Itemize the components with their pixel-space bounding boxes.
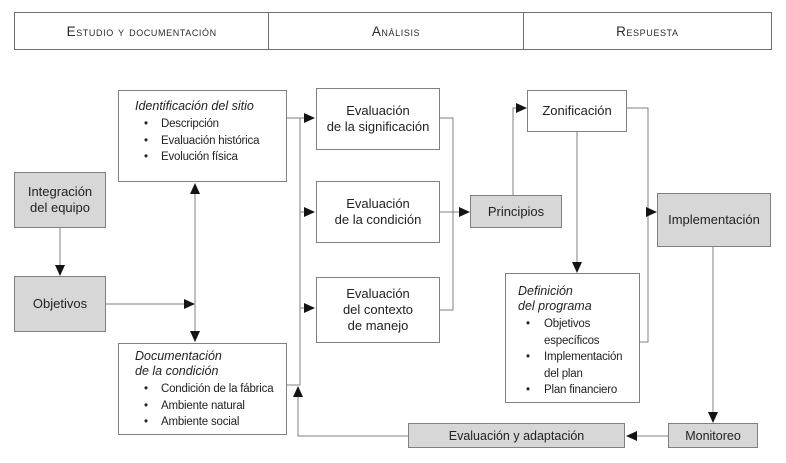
box-evaluacion-de-la-condicion — [316, 181, 440, 243]
box-objetivos — [14, 276, 106, 332]
bullet: • — [526, 384, 530, 396]
list-item: • Descripción — [135, 116, 259, 133]
box-identificacion-del-sitio — [118, 90, 287, 182]
list-item: • Implementación del plan — [518, 349, 635, 382]
bullet: • — [144, 151, 148, 163]
list-item: • Ambiente natural — [135, 398, 273, 415]
phase-label: Respuesta — [616, 23, 679, 39]
phase-analisis — [268, 13, 522, 49]
list-item: • Evaluación histórica — [135, 133, 259, 150]
box-label: de la significación — [326, 119, 430, 134]
box-evaluacion-del-contexto-de-manejo — [316, 277, 440, 343]
box-label: Objetivos — [32, 296, 88, 311]
list-item: • Objetivos específicos — [518, 316, 635, 349]
phase-estudio-y-documentacion — [15, 13, 268, 49]
box-label: Integración — [27, 184, 93, 199]
phase-label: Análisis — [371, 23, 421, 39]
box-evaluacion-de-la-significacion — [316, 88, 440, 150]
box-label: Implementación — [668, 212, 760, 227]
bullet: • — [144, 383, 148, 395]
phase-respuesta — [523, 13, 771, 49]
box-definicion-del-programa — [505, 273, 640, 403]
box-evaluacion-y-adaptacion — [408, 423, 625, 448]
box-label: de la condición — [334, 212, 422, 227]
box-label: del equipo — [30, 200, 90, 215]
arrow-principios-zonificacion — [513, 108, 526, 195]
arrow-feedback-loop — [298, 387, 408, 436]
box-principios — [470, 195, 562, 228]
box-label: Monitoreo — [685, 428, 741, 443]
bullet: • — [144, 416, 148, 428]
box-documentacion-de-la-condicion — [118, 343, 287, 435]
phase-label: Estudio y documentación — [66, 23, 217, 39]
box-implementacion — [657, 193, 771, 247]
box-label: Zonificación — [542, 103, 612, 118]
box-label: Principios — [487, 203, 545, 219]
list-item: • Condición de la fábrica — [135, 381, 273, 398]
box-zonificacion — [527, 90, 627, 132]
box-label: del contexto — [342, 302, 414, 317]
bullet: • — [144, 134, 148, 147]
collector-line-mid — [440, 118, 453, 310]
phase-header — [14, 12, 772, 50]
list-item: • Plan financiero — [518, 382, 635, 399]
box-integracion-del-equipo — [14, 172, 106, 228]
bullet-list — [135, 381, 273, 431]
bullet: • — [144, 399, 148, 412]
bullet: • — [526, 318, 530, 330]
box-label: Evaluación — [346, 286, 410, 301]
box-title: Definición del programa — [518, 284, 592, 313]
box-monitoreo — [668, 423, 758, 448]
bullet: • — [144, 118, 148, 130]
bullet-list — [518, 316, 635, 399]
box-title: Documentación de la condición — [135, 349, 222, 378]
bullet-list — [135, 116, 259, 166]
box-label: Evaluación — [346, 103, 410, 118]
box-title: Identificación del sitio — [135, 99, 254, 113]
bullet: • — [526, 351, 530, 363]
box-label: de manejo — [347, 318, 409, 333]
list-item: • Evolución física — [135, 149, 259, 166]
list-item: • Ambiente social — [135, 414, 273, 431]
box-label: Evaluación — [346, 196, 410, 211]
box-label: Evaluación y adaptación — [448, 428, 585, 443]
